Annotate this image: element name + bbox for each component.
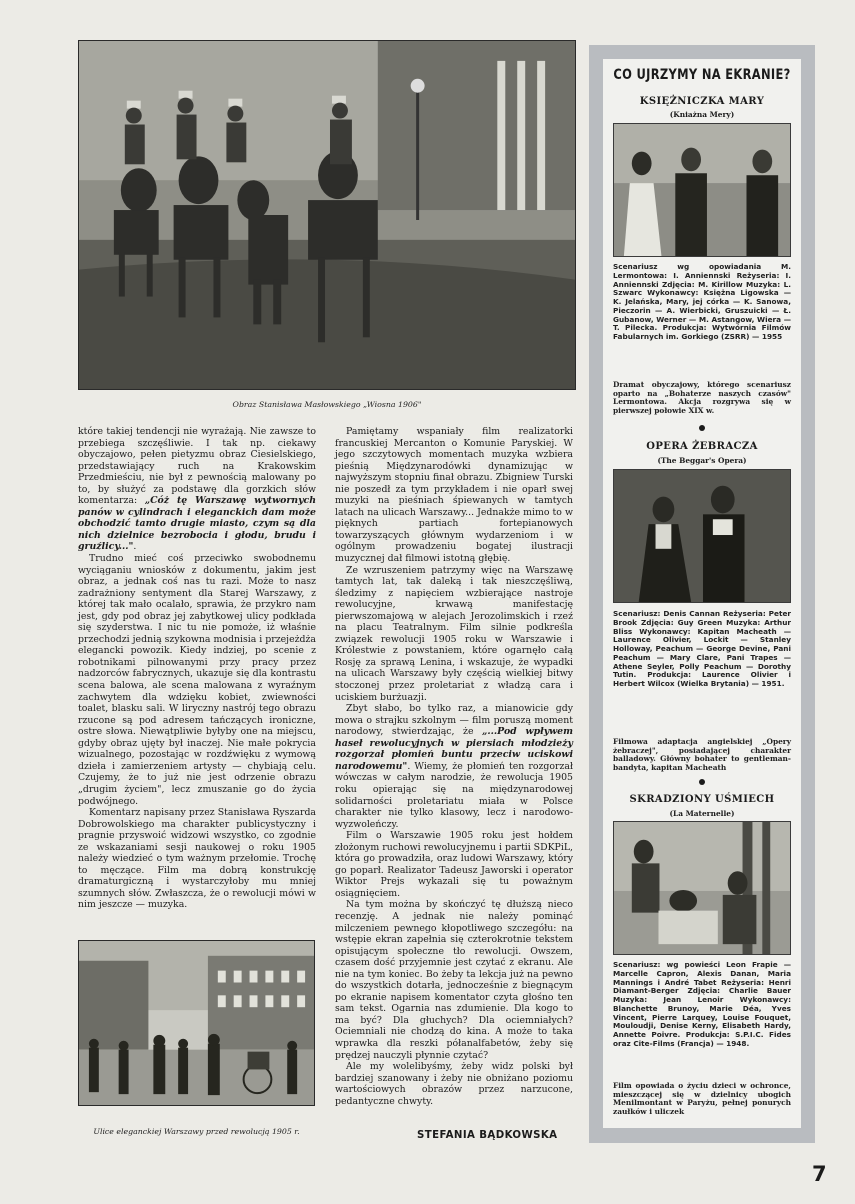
sidebar-title: CO UJRZYMY NA EKRANIE? xyxy=(613,65,791,83)
film-description-opera-zebracza: Filmowa adaptacja angielskiej „Opery żebraczej", posiadającej charakter balladowy. Główny bohater to gentleman-bandyta, kapitan Macheath xyxy=(613,737,791,772)
paragraph-text: Film o Warszawie 1905 roku jest hołdem złożonym ruchowi rewolucyjnemu i partii SDKPiL, która go prowadziła, oraz ludowi Warszawy, który go poparł. Realizator Tadeusz Jaworski i operator Wiktor Prejs wykazali się tu poważnym osiągnięciem. xyxy=(335,830,574,899)
film-title-ksiezniczka-mary: KSIĘŻNICZKA MARY xyxy=(639,96,765,107)
street-photo xyxy=(78,940,315,1106)
film-subtitle-skradziony-usmiech: (La Maternelle) xyxy=(669,809,735,818)
film-description-ksiezniczka-mary: Dramat obyczajowy, którego scenariusz oparto na „Bohaterze naszych czasów" Lermontowa. Akcja rozgrywa się w pierwszej połowie XIX w. xyxy=(613,380,791,415)
paragraph-text: Zbyt słabo, bo tylko raz, a mianowicie gdy mowa o strajku szkolnym — film poruszą moment narodowy, stwierdzając, że xyxy=(335,703,573,738)
article-paragraph xyxy=(335,703,573,830)
paragraph-text: Na tym można by skończyć tę dłuższą nieco recenzję. A jednak nie należy pominąć milczeniem pewnego kłopotliwego szczegółu: na wstępie ekran zapełnia się czterokrotnie tekstem opisującym społeczne tło rewolucji. Owszem, czasem dość przyjemnie jest czytać z ekranu. Ale nie na tym koniec. Bo żeby ta lekcja już na pewno do wszystkich dotarła, jednocześnie z biegnącym po ekranie napisem komentator czyta głośno ten sam tekst. Ogarnia nas zdumienie. Dla kogo to ma być? Dla głuchych? Dla ociemniałych? Ociemniali nie chodzą do kina. A może to taka wprawka dla reszki półanalfabetów, żeby się prędzej nauczyli płynnie czytać? xyxy=(335,899,573,1061)
painting-caption: Obraz Stanisława Masłowskiego „Wiosna 1906" xyxy=(232,400,422,409)
film-credits-ksiezniczka-mary: Scenariusz wg opowiadania M. Lermontowa: I. Anniennski Reżyseria: I. Anniennski Zdjęcia: M. Kirillow Muzyka: L. Szwarc Wykonawcy: Księżna Ligowska — K. Jelańska, Mary, jej córka — K. Sanowa, Pieczorin — A. Wierbicki, Gruszuicki — Ł. Gubanow, Werner — M. Astangow, Wiera — T. Pilecka. Produkcja: Wytwórnia Filmów Fabularnych im. Gorkiego (ZSRR) — 1955 xyxy=(613,262,791,341)
paragraph-text: Ale my wolelibyśmy, żeby widz polski był bardziej szanowany i żeby nie obniżano poziomu wartościowych obrazów przez narzucone, pedantyczne chwyty. xyxy=(335,1061,573,1107)
painting-wiosna-1906 xyxy=(78,40,576,390)
quoted-text: „...Pod wpływem haseł rewolucyjnych w piersiach młodzieży rozgorzał płomień buntu przeciw uciskowi narodowemu" xyxy=(335,726,573,772)
film-title-skradziony-usmiech: SKRADZIONY UŚMIECH xyxy=(629,794,775,805)
film-still-ksiezniczka-mary xyxy=(613,123,791,257)
paragraph-text: Ze wzruszeniem patrzymy więc na Warszawę tamtych lat, tak daleką i tak nieszczęśliwą, śledzimy z napięciem wzbierające nastroje rewolucyjne, krwawą manifestację pierwszomajową w alejach Jerozolimskich i rzeź na placu Teatralnym. Film silnie podkreśla związek rewolucji 1905 roku w Warszawie i Królestwie z powstaniem, które ogarnęło całą Rosję za sprawą Lenina, i wskazuje, że wypadki na ulicach Warszawy były częścią wielkiej bitwy stoczonej przez proletariat z władzą cara i uciskiem burżuazji. xyxy=(335,564,573,703)
film-credits-skradziony-usmiech: Scenariusz: wg powieści Leon Frapie — Marcelle Capron, Alexis Danan, Maria Mannings i André Tabet Reżyseria: Henri Diamant-Berger Zdjęcia: Charlie Bauer Muzyka: Jean Lenoir Wykonawcy: Blanchette Brunoy, Marie Déa, Yves Vincent, Pierre Larquey, Louise Fouquet, Mouloudji, Denise Kerny, Elisabeth Hardy, Annette Poivre. Produkcja: S.P.I.C. Fides oraz Cite-Films (Francja) — 1948. xyxy=(613,960,791,1048)
film-description-skradziony-usmiech: Film opowiada o życiu dzieci w ochronce, mieszczącej się w dzielnicy ubogich Menilmontant w Paryżu, pełnej ponurych zaułków i uliczek xyxy=(613,1081,791,1116)
film-title-opera-zebracza: OPERA ŻEBRACZA xyxy=(646,441,758,452)
street-photo-caption: Ulice eleganckiej Warszawy przed rewolucją 1905 r. xyxy=(93,1127,300,1136)
paragraph-text: . xyxy=(133,541,137,553)
author-signature: STEFANIA BĄDKOWSKA xyxy=(417,1130,558,1141)
article-paragraph xyxy=(335,899,573,1061)
sidebar-film-listings xyxy=(589,45,815,1143)
film-still-opera-zebracza xyxy=(613,469,791,603)
article-paragraph xyxy=(335,830,573,899)
article-column-2 xyxy=(335,426,573,1107)
separator-dot xyxy=(699,425,705,431)
article-paragraph xyxy=(78,807,316,911)
film-subtitle-opera-zebracza: (The Beggar's Opera) xyxy=(657,456,747,465)
paragraph-text: Pamiętamy wspaniały film realizatorki francuskiej Mercanton o Komunie Paryskiej. W jego szczytowych momentach muzyka wzbiera pieśnią Międzynarodówki dynamizując w najwyższym stopniu finał obrazu. Zbigniew Turski nie poszedł za tym przykładem i nie oparł swej muzyki na pieśniach śpiewanych w tamtych latach na ulicach Warszawy... Jednakże mimo to w pięknych partiach fortepianowych towarzyszących głównym wydarzeniom i w ogólnym prowadzeniu bogatej ilustracji muzycznej dał filmowi istotną głębię. xyxy=(335,426,573,565)
article-paragraph xyxy=(335,1061,573,1107)
paragraph-text: . Wiemy, że płomień ten rozgorzał wówczas w całym narodzie, że rewolucja 1905 roku opierając się na międzynarodowej solidarności proletariatu miała w Polsce charakter nie tylko klasowy, lecz i narodowo-wyzwoleńczy. xyxy=(335,760,573,830)
page-number: 7 xyxy=(812,1162,827,1186)
separator-dot xyxy=(699,779,705,785)
article-column-1 xyxy=(78,426,316,911)
film-still-skradziony-usmiech xyxy=(613,821,791,955)
film-credits-opera-zebracza: Scenariusz: Denis Cannan Reżyseria: Peter Brook Zdjęcia: Guy Green Muzyka: Arthur Bliss Wykonawcy: Kapitan Macheath — Laurence Olivier, Lockit — Stanley Holloway, Peachum — George Devine, Pani Peachum — Mary Clare, Pani Trapes — Athene Seyler, Polly Peachum — Dorothy Tutin. Produkcja: Laurence Olivier i Herbert Wilcox (Wielka Brytania) — 1951. xyxy=(613,609,791,688)
article-paragraph xyxy=(78,553,316,807)
paragraph-text: Komentarz napisany przez Stanisława Ryszarda Dobrowolskiego ma charakter publicystyczny i pragnie przyswoić widzowi wszystko, co zgodnie ze wskazaniami sesji naukowej o roku 1905 należy wiedzieć o tym ważnym przełomie. Trochę to męczące. Film ma dobrą konstrukcję dramaturgiczną i wystarczyłoby mu mniej szumnych słów. Zwłaszcza, że o rewolucji mówi w nim jeszcze — muzyka. xyxy=(78,807,316,911)
sidebar-panel xyxy=(603,59,801,1128)
article-paragraph xyxy=(78,426,316,553)
article-paragraph xyxy=(335,565,573,704)
article-paragraph xyxy=(335,426,573,565)
quoted-text: „Cóż tę Warszawę wytwornych panów w cylindrach i eleganckich dam może obchodzić tamto drugie miasto, czym są dla nich dzielnice bezrobocia i głodu, brudu i gruźlicy..." xyxy=(78,495,316,553)
film-subtitle-ksiezniczka-mary: (Kniażna Mery) xyxy=(669,110,735,119)
paragraph-text: które takiej tendencji nie wyrażają. Nie zawsze to przebiega szczęśliwie. I tak np. ciekawy obyczajowo, pełen pietyzmu obraz Ciesielskiego, przedstawiający ruch na Krakowskim Przedmieściu, nie był z pewnością malowany po to, by służyć za podstawę dla gorzkich słów komentarza: xyxy=(78,426,316,507)
paragraph-text: Trudno mieć coś przeciwko swobodnemu wyciąganiu wniosków z dokumentu, jakim jest obraz, a jednak coś nas tu razi. Może to nasz zadrażniony sentyment dla Starej Warszawy, z której tak mało ocalało, sprawia, że przykro nam jest, gdy pod obraz jej zabytkowej ulicy podkłada się szyderstwa. I nic tu nie pomoże, iż właśnie przechodzi jednią szykowna modnisia i przejeżdża elegancki powozik. Kiedy indziej, po scenie z robotnikami pilnowanymi przy pracy przez nadzorców fabrycznych, ukazuje się dla kontrastu scena balowa, ale scena malowana z wyraźnym zachwytem dla wdzięku kobiet, zwiewności toalet, blasku sali. W liryczny nastrój tego obrazu rzucone są pod adresem tańczących ironiczne, ostre słowa. Niewątpliwie byłyby one na miejscu, gdyby obraz ujęty był inaczej. Nie małe pokrycia wizualnego, pozostając w rozdźwięku z wymową dzieła i zamierzeniem artysty — chybiają celu. Czujemy, że to już nie jest odrzenie obrazu „drugim życiem", lecz zmuszanie go do życia podwójnego. xyxy=(78,553,316,807)
